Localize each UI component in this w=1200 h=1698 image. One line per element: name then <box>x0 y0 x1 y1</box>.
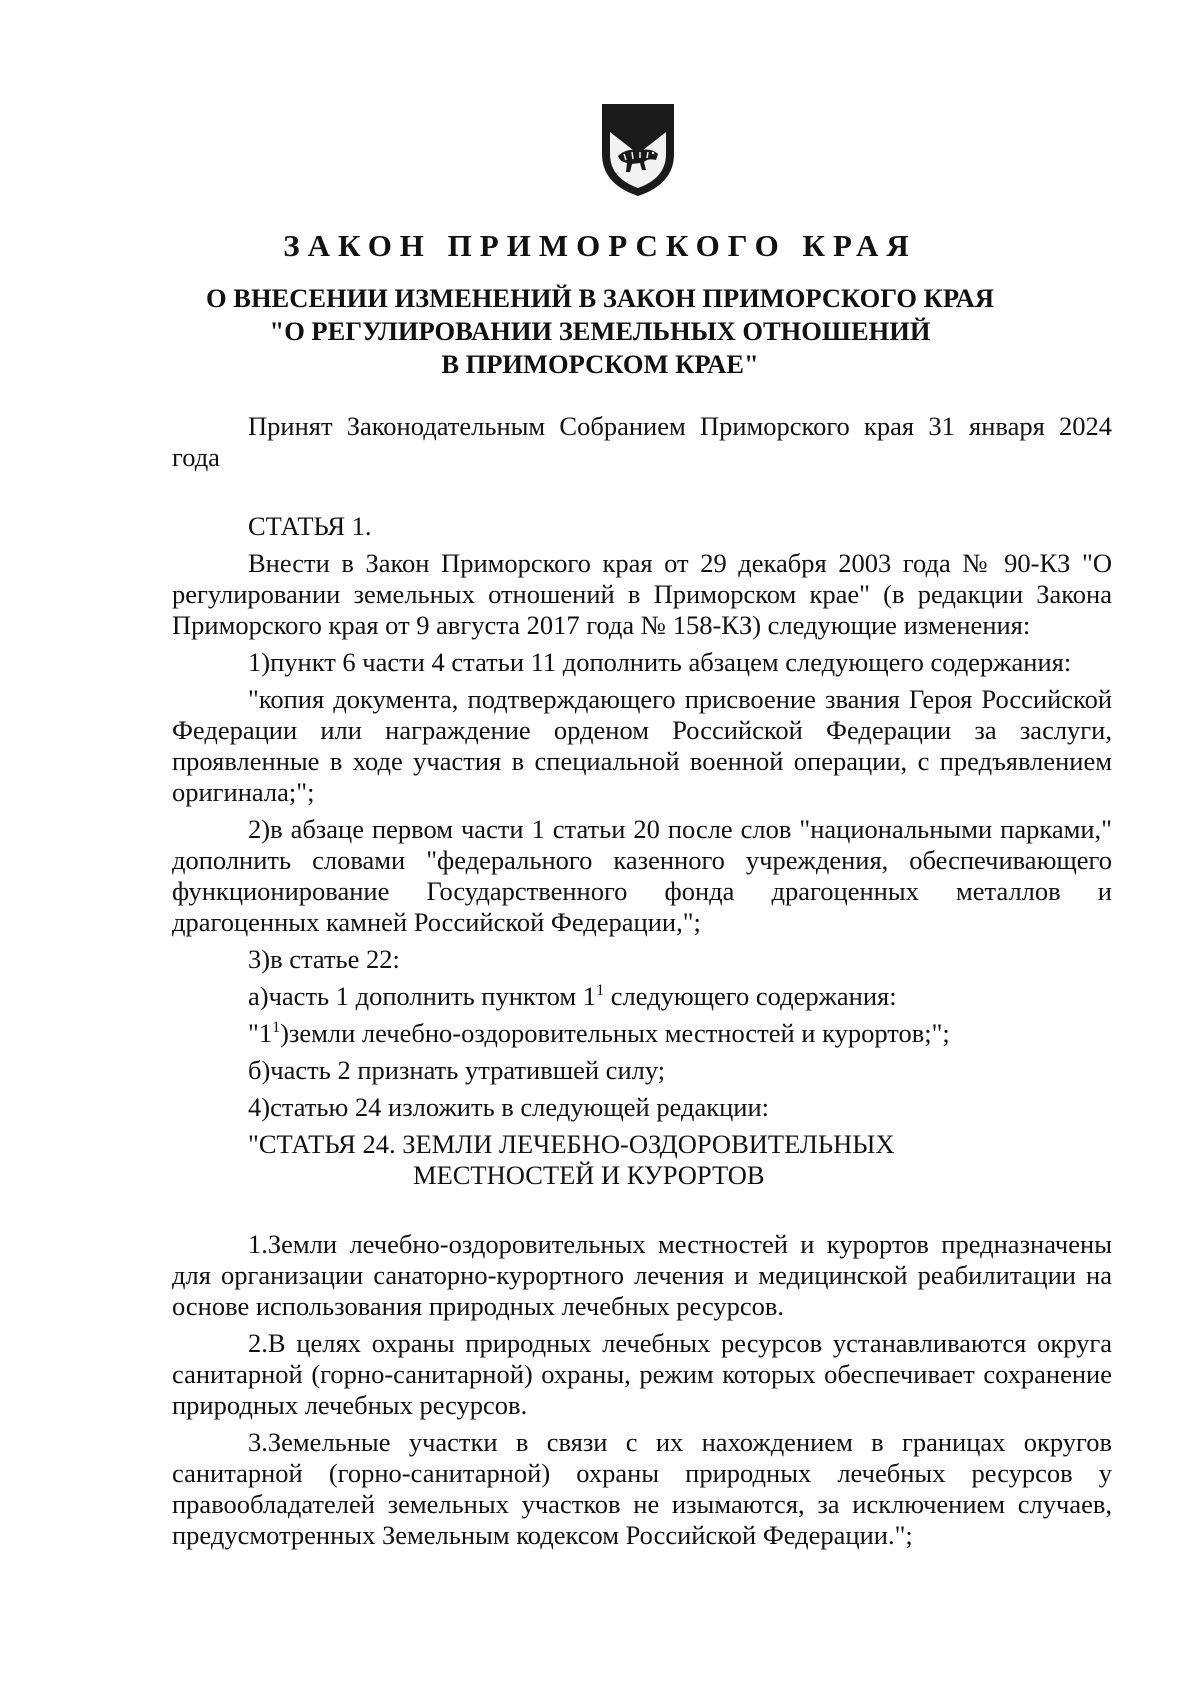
law-subtitle <box>0 282 1200 381</box>
subtitle-line: О ВНЕСЕНИИ ИЗМЕНЕНИЙ В ЗАКОН ПРИМОРСКОГО КРАЯ <box>206 283 994 313</box>
article-24-heading-continued: МЕСТНОСТЕЙ И КУРОРТОВ <box>413 1160 765 1190</box>
amendment-item-3a: а)часть 1 дополнить пунктом $1^1$ следующего содержания: <box>248 981 897 1011</box>
article-1-intro: Внести в Закон Приморского края от 29 декабря 2003 года № 90-КЗ "О регулировании земельных отношений в Приморском крае" (в редакции Закона Приморского края от 9 августа 2017 года № 158-КЗ) следующие изменения: <box>172 548 1112 640</box>
adoption-note: Принят Законодательным Собранием Приморского края 31 января 2024 года <box>172 411 1112 472</box>
coat-of-arms-icon <box>600 102 676 198</box>
amendment-item-3: 3)в статье 22: <box>248 944 400 974</box>
article-24-paragraph-3: 3.Земельные участки в связи с их нахождением в границах округов санитарной (горно-санитарной) охраны природных лечебных ресурсов у правообладателей земельных участков не изымаются, за исключением случаев, предусмотренных Земельным кодексом Российской Федерации."; <box>172 1427 1112 1550</box>
amendment-item-1-quote: "копия документа, подтверждающего присвоение звания Героя Российской Федерации или награждение орденом Российской Федерации за заслуги, проявленные в ходе участия в специальной военной операции, с предъявлением оригинала;"; <box>172 684 1112 807</box>
amendment-item-3b: б)часть 2 признать утратившей силу; <box>248 1055 666 1085</box>
amendment-item-4: 4)статью 24 изложить в следующей редакции: <box>248 1092 770 1122</box>
article-24-heading: "СТАТЬЯ 24. ЗЕМЛИ ЛЕЧЕБНО-ОЗДОРОВИТЕЛЬНЫХ <box>248 1129 895 1159</box>
article-24-paragraph-1: 1.Земли лечебно-оздоровительных местностей и курортов предназначены для организации санаторно-курортного лечения и медицинской реабилитации на основе использования природных лечебных ресурсов. <box>172 1229 1112 1321</box>
amendment-item-2: 2)в абзаце первом части 1 статьи 20 после слов "национальными парками," дополнить словами "федерального казенного учреждения, обеспечивающего функционирование Государственного фонда драгоценных металлов и драгоценных камней Российской Федерации,"; <box>172 814 1112 937</box>
subtitle-line: В ПРИМОРСКОМ КРАЕ" <box>441 349 759 379</box>
article-24-paragraph-2: 2.В целях охраны природных лечебных ресурсов устанавливаются округа санитарной (горно-санитарной) охраны, режим которых обеспечивает сохранение природных лечебных ресурсов. <box>172 1328 1112 1420</box>
amendment-item-1: 1)пункт 6 части 4 статьи 11 дополнить абзацем следующего содержания: <box>248 647 1072 677</box>
article-1-heading: СТАТЬЯ 1. <box>248 511 372 541</box>
subtitle-line: "О РЕГУЛИРОВАНИИ ЗЕМЕЛЬНЫХ ОТНОШЕНИЙ <box>269 316 931 346</box>
law-body <box>172 411 1112 1551</box>
law-title: ЗАКОН ПРИМОРСКОГО КРАЯ <box>283 228 917 263</box>
amendment-item-3a-quote: "$1^1)земли$ лечебно-оздоровительных местностей и курортов;"; <box>248 1018 950 1048</box>
